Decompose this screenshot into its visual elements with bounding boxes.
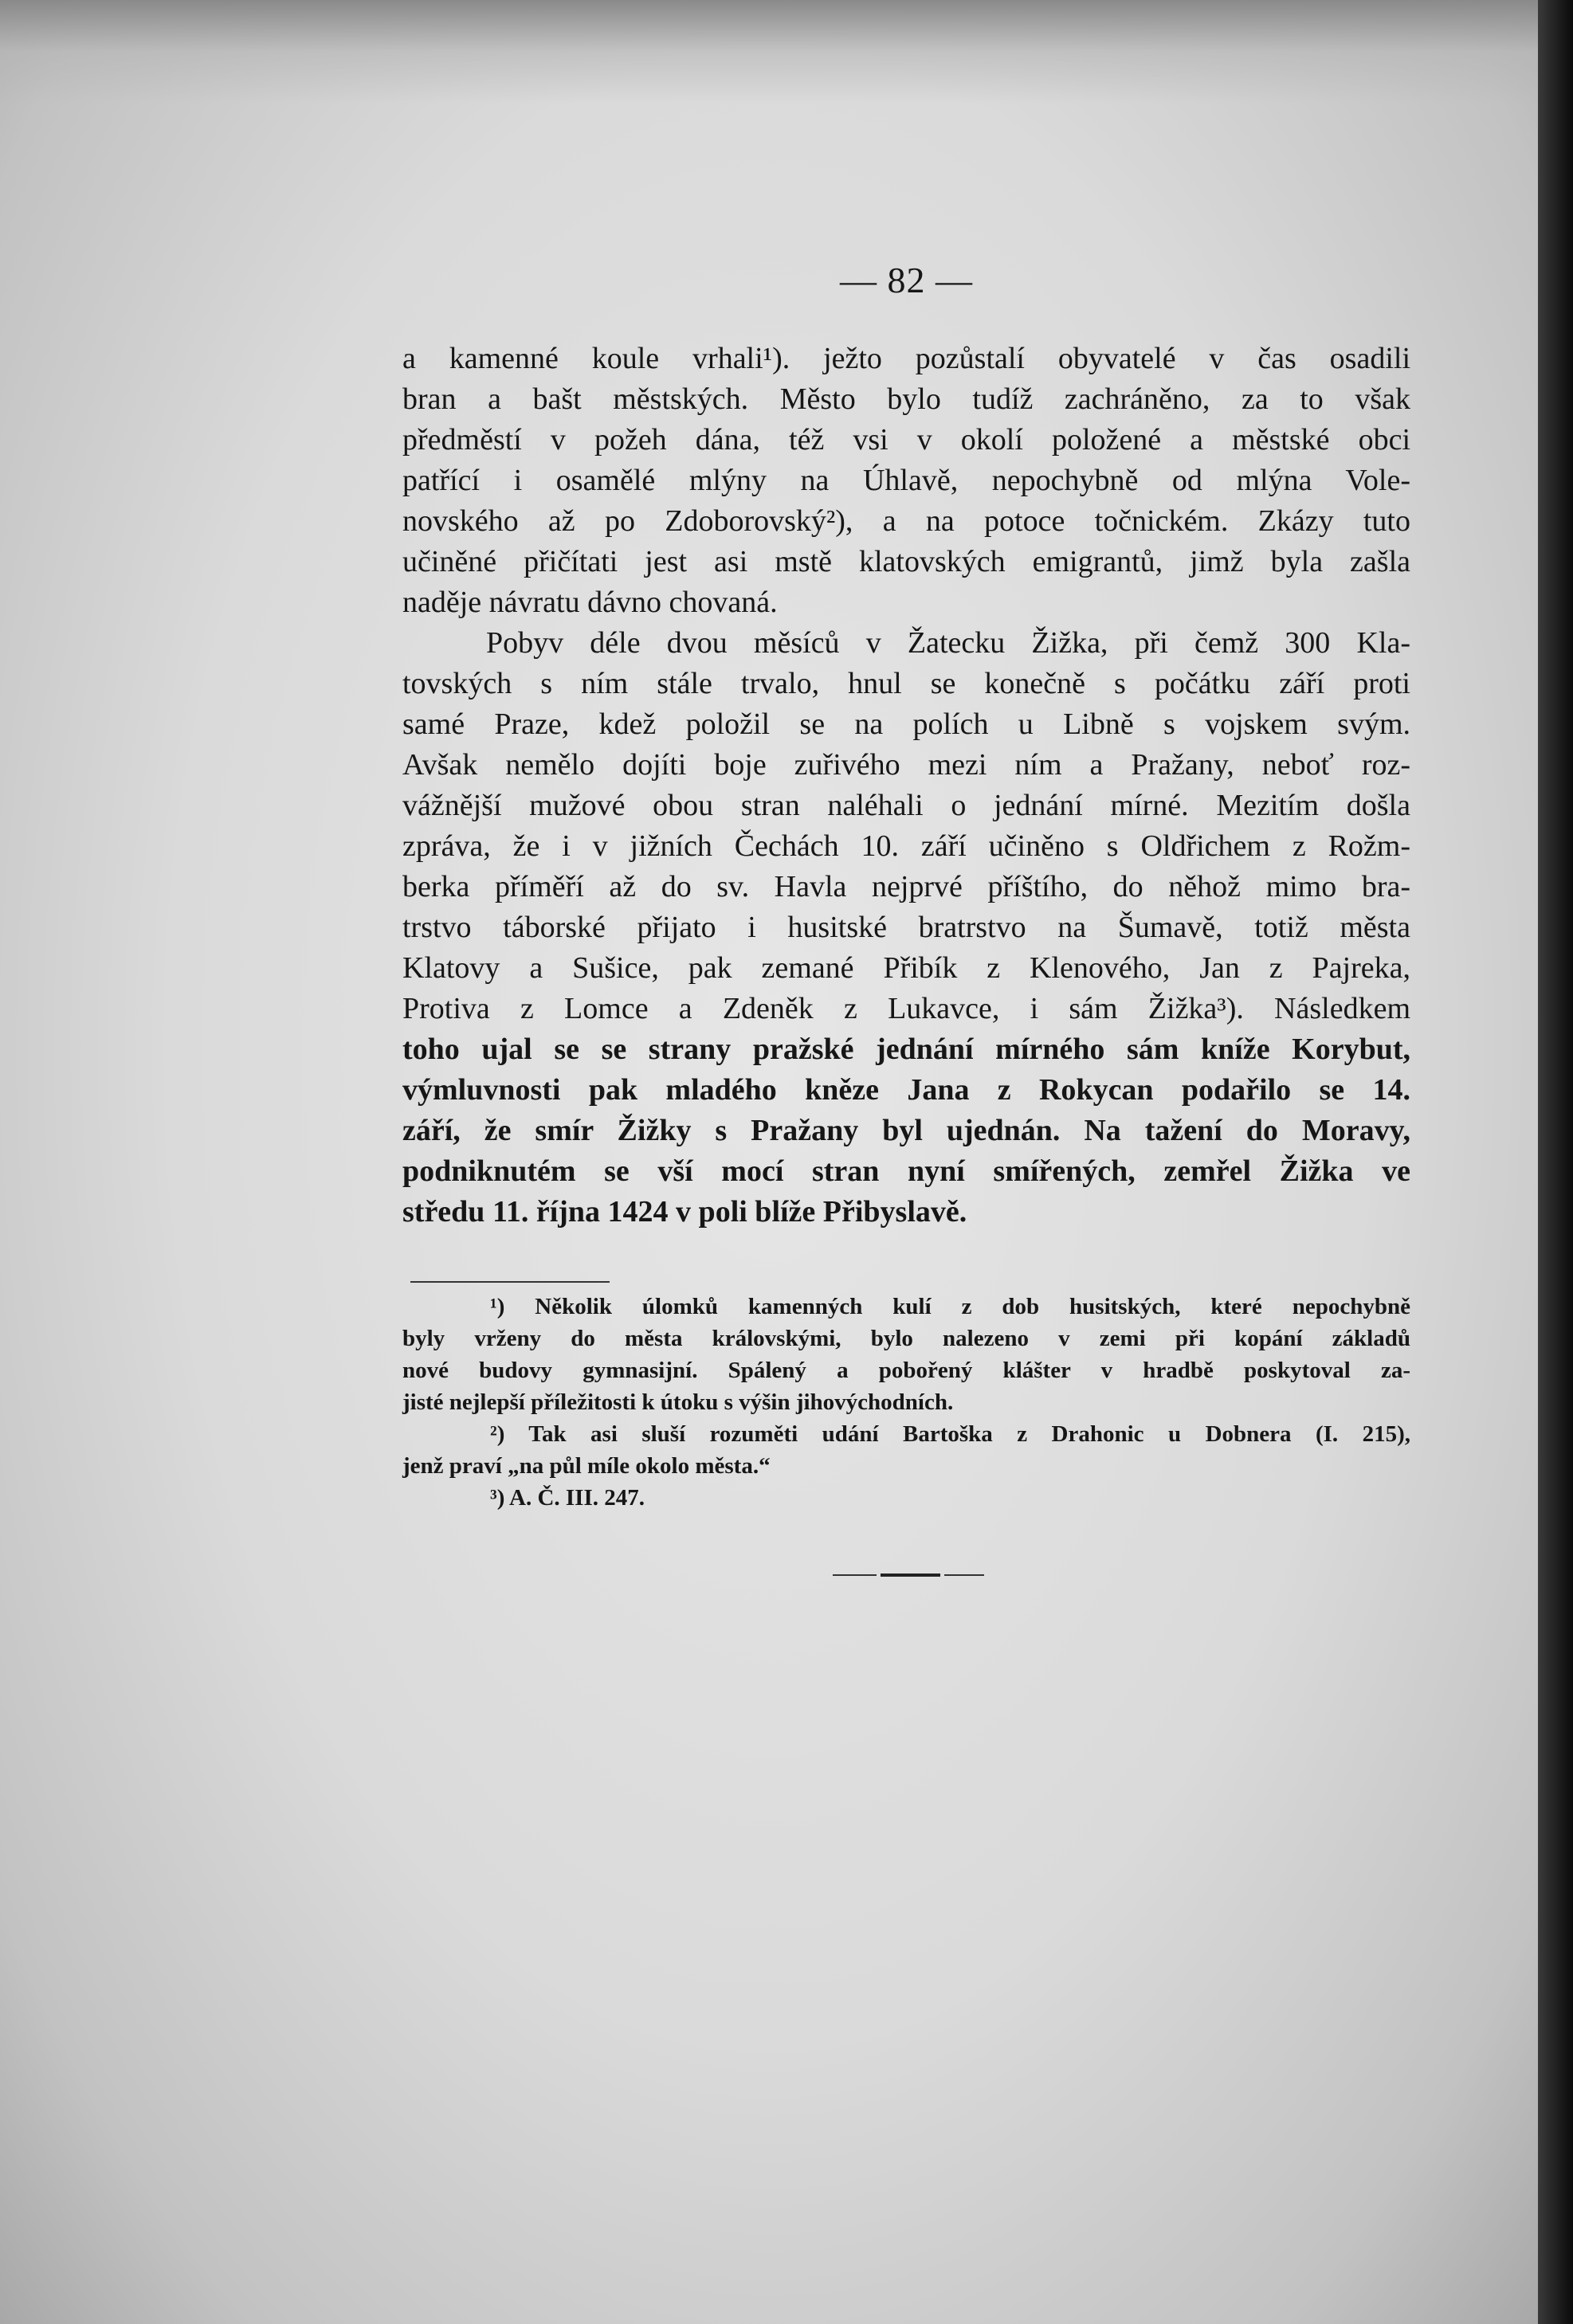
- text-line: Pobyv déle dvou měsíců v Žatecku Žižka, při čemž 300 Kla-: [486, 626, 1410, 660]
- scan-border: [1538, 0, 1573, 2324]
- text-line: toho ujal se se strany pražské jednání mírného sám kníže Korybut,: [402, 1033, 1410, 1066]
- text-line: patřící i osamělé mlýny na Úhlavě, nepochybně od mlýna Vole-: [402, 464, 1410, 497]
- text-line: předměstí v požeh dána, též vsi v okolí položené a městské obci: [402, 423, 1410, 457]
- footnote-line: jisté nejlepší příležitosti k útoku s výšin jihovýchodních.: [402, 1389, 954, 1415]
- text-line: bran a bašt městských. Město bylo tudíž zachráněno, za to však: [402, 382, 1410, 416]
- footnote-line: ¹) Několik úlomků kamenných kulí z dob husitských, které nepochybně: [490, 1294, 1410, 1319]
- text-line: tovských s ním stále trvalo, hnul se konečně s počátku září proti: [402, 667, 1410, 700]
- text-line: berka příměří až do sv. Havla nejprvé příštího, do něhož mimo bra-: [402, 870, 1410, 903]
- page-number: — 82 —: [840, 260, 973, 300]
- text-line: učiněné přičítati jest asi mstě klatovských emigrantů, jimž byla zašla: [402, 545, 1410, 578]
- text-line: novského až po Zdoborovský²), a na potoce točnickém. Zkázy tuto: [402, 504, 1410, 538]
- footnote-line: jenž praví „na půl míle okolo města.“: [402, 1453, 771, 1479]
- text-line: vážnější mužové obou stran naléhali o jednání mírné. Mezitím došla: [402, 789, 1410, 822]
- text-line: středu 11. října 1424 v poli blíže Přibyslavě.: [402, 1195, 967, 1229]
- text-line: zpráva, že i v jižních Čechách 10. září učiněno s Oldřichem z Rožm-: [402, 829, 1410, 863]
- text-line: září, že smír Žižky s Pražany byl ujednán. Na tažení do Moravy,: [402, 1114, 1410, 1147]
- text-line: Klatovy a Sušice, pak zemané Přibík z Klenového, Jan z Pajreka,: [402, 951, 1410, 985]
- text-line: Avšak nemělo dojíti boje zuřivého mezi ním a Pražany, neboť roz-: [402, 748, 1410, 782]
- scan-shadow: [0, 0, 1538, 104]
- text-line: samé Praze, kdež položil se na polích u Libně s vojskem svým.: [402, 707, 1410, 741]
- footnotes: [402, 1291, 1410, 1514]
- footnote-line: ²) Tak asi sluší rozuměti udání Bartoška z Drahonic u Dobnera (I. 215),: [490, 1421, 1410, 1447]
- text-line: naděje návratu dávno chovaná.: [402, 586, 778, 619]
- text-line: trstvo táborské přijato i husitské bratrstvo na Šumavě, totiž města: [402, 911, 1410, 944]
- footnote-line: nové budovy gymnasijní. Spálený a pobořený klášter v hradbě poskytoval za-: [402, 1358, 1410, 1383]
- footnote-separator: [410, 1281, 610, 1283]
- text-line: výmluvnosti pak mladého kněze Jana z Rokycan podařilo se 14.: [402, 1073, 1410, 1107]
- footnote-line: byly vrženy do města královskými, bylo nalezeno v zemi při kopání základů: [402, 1326, 1410, 1351]
- footnote-line: ³) A. Č. III. 247.: [490, 1485, 645, 1511]
- end-ornament: [833, 1574, 984, 1577]
- main-text: [402, 339, 1410, 1233]
- text-line: podniknutém se vší mocí stran nyní smířených, zemřel Žižka ve: [402, 1154, 1410, 1188]
- text-line: a kamenné koule vrhali¹). ježto pozůstalí obyvatelé v čas osadili: [402, 342, 1410, 375]
- text-line: Protiva z Lomce a Zdeněk z Lukavce, i sám Žižka³). Následkem: [402, 992, 1410, 1025]
